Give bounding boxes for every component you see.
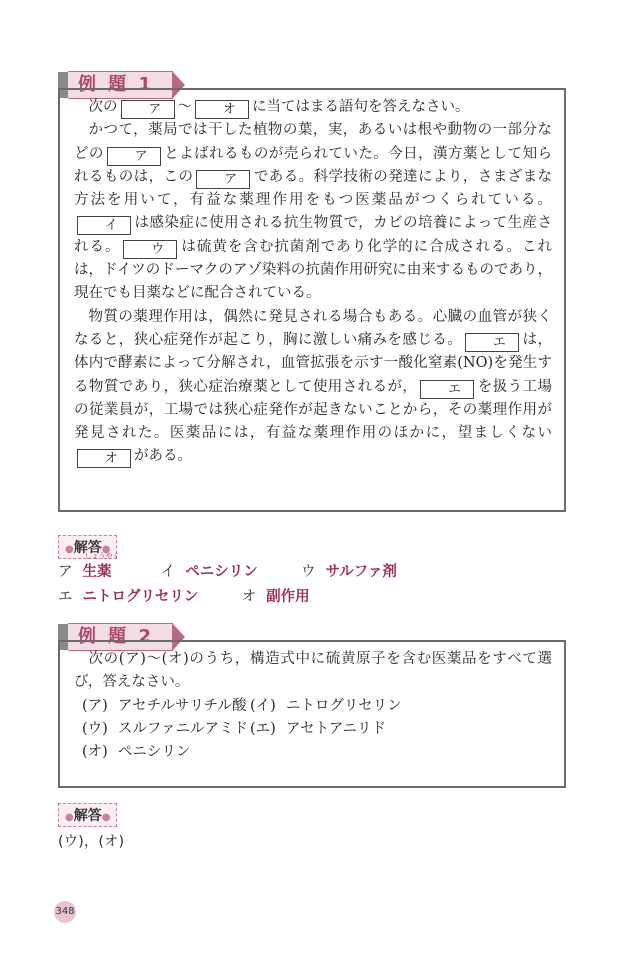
example1-box — [58, 88, 566, 512]
choice-o: (オ) ペニシリン — [82, 744, 191, 761]
answer1-row-2: エ ニトログリセリン オ 副作用 — [58, 589, 310, 605]
answer-a: しょうやく 生薬 — [82, 552, 120, 580]
answer2-text: (ウ)，(オ) — [58, 834, 125, 850]
answer-o: 副作用 — [266, 589, 310, 605]
answer1-row-1: ア しょうやく 生薬 イ ペニシリン ウ サルファ剤 — [58, 552, 397, 580]
choice-row — [74, 741, 552, 764]
blank-a: ア — [196, 170, 250, 189]
blank-u: ウ — [123, 240, 177, 259]
blank-e: エ — [420, 380, 474, 399]
example1-question: 次の ア 〜 オ に当てはまる語句を答えなさい。 — [88, 99, 470, 117]
choice-e: (エ) アセトアニリド — [250, 720, 387, 737]
example2-question: 次の(ア)〜(オ)のうち，構造式中に硫黄原子を含む医薬品をすべて選び，答えなさい。 — [74, 651, 552, 691]
blank-a: ア — [121, 100, 175, 119]
choice-row — [74, 718, 552, 741]
answer1-label: ●解答● — [58, 535, 117, 559]
example2-title: 例 題 2 — [68, 623, 173, 651]
example2-box — [58, 640, 566, 788]
choice-a: (ア) アセチルサリチル酸 — [82, 697, 247, 714]
page-number: 348 — [54, 901, 76, 923]
blank-a: ア — [107, 147, 161, 166]
example1-title: 例 題 1 — [68, 71, 173, 99]
choice-u: (ウ) スルファニルアミド — [82, 720, 249, 737]
answer-u: サルファ剤 — [325, 564, 397, 580]
choice-row — [74, 695, 552, 718]
answer-i: ペニシリン — [185, 564, 258, 580]
blank-o: オ — [77, 449, 131, 468]
answer2-label: ●解答● — [58, 803, 117, 827]
blank-o: オ — [195, 100, 249, 119]
choice-i: (イ) ニトログリセリン — [250, 697, 402, 714]
blank-e: エ — [465, 333, 519, 352]
example1-paragraph-2: 物質の薬理作用は，偶然に発見される場合もある。心臓の血管が狭くなると，狭心症発作が起こり，胸に激しい痛みを感じる。 エ は，体内で酵素によって分解され，血管拡張を示す一酸化窒素(NO)を発生する物質であり，狭心症治療薬として使用されるが， エ を扱う工場の従業員が，工場では狭心症発作が起きないことから，その薬理作用が発見された。医薬品には，有益な薬理作用のほかに，望ましくないオ がある。 — [74, 308, 553, 467]
blank-i: イ — [77, 216, 131, 235]
answer-e: ニトログリセリン — [82, 589, 199, 605]
example1-paragraph-1: かつて，薬局では干した植物の葉，実，あるいは根や動物の一部分などの ア とよばれるものが売られていた。今日，漢方薬として知られるものは，この ア である。科学技術の発達により，さまざまな方法を用いて，有益な薬理作用をもつ医薬品がつくられている。イ は感染症に使用される抗生物質で，カビの培養によって生産される。 ウ は硫黄を含む抗菌剤であり化学的に合成される。これは，ドイツのドーマクのアゾ染料の抗菌作用研究に由来するものであり，現在でも目薬などに配合されている。 — [74, 122, 553, 302]
